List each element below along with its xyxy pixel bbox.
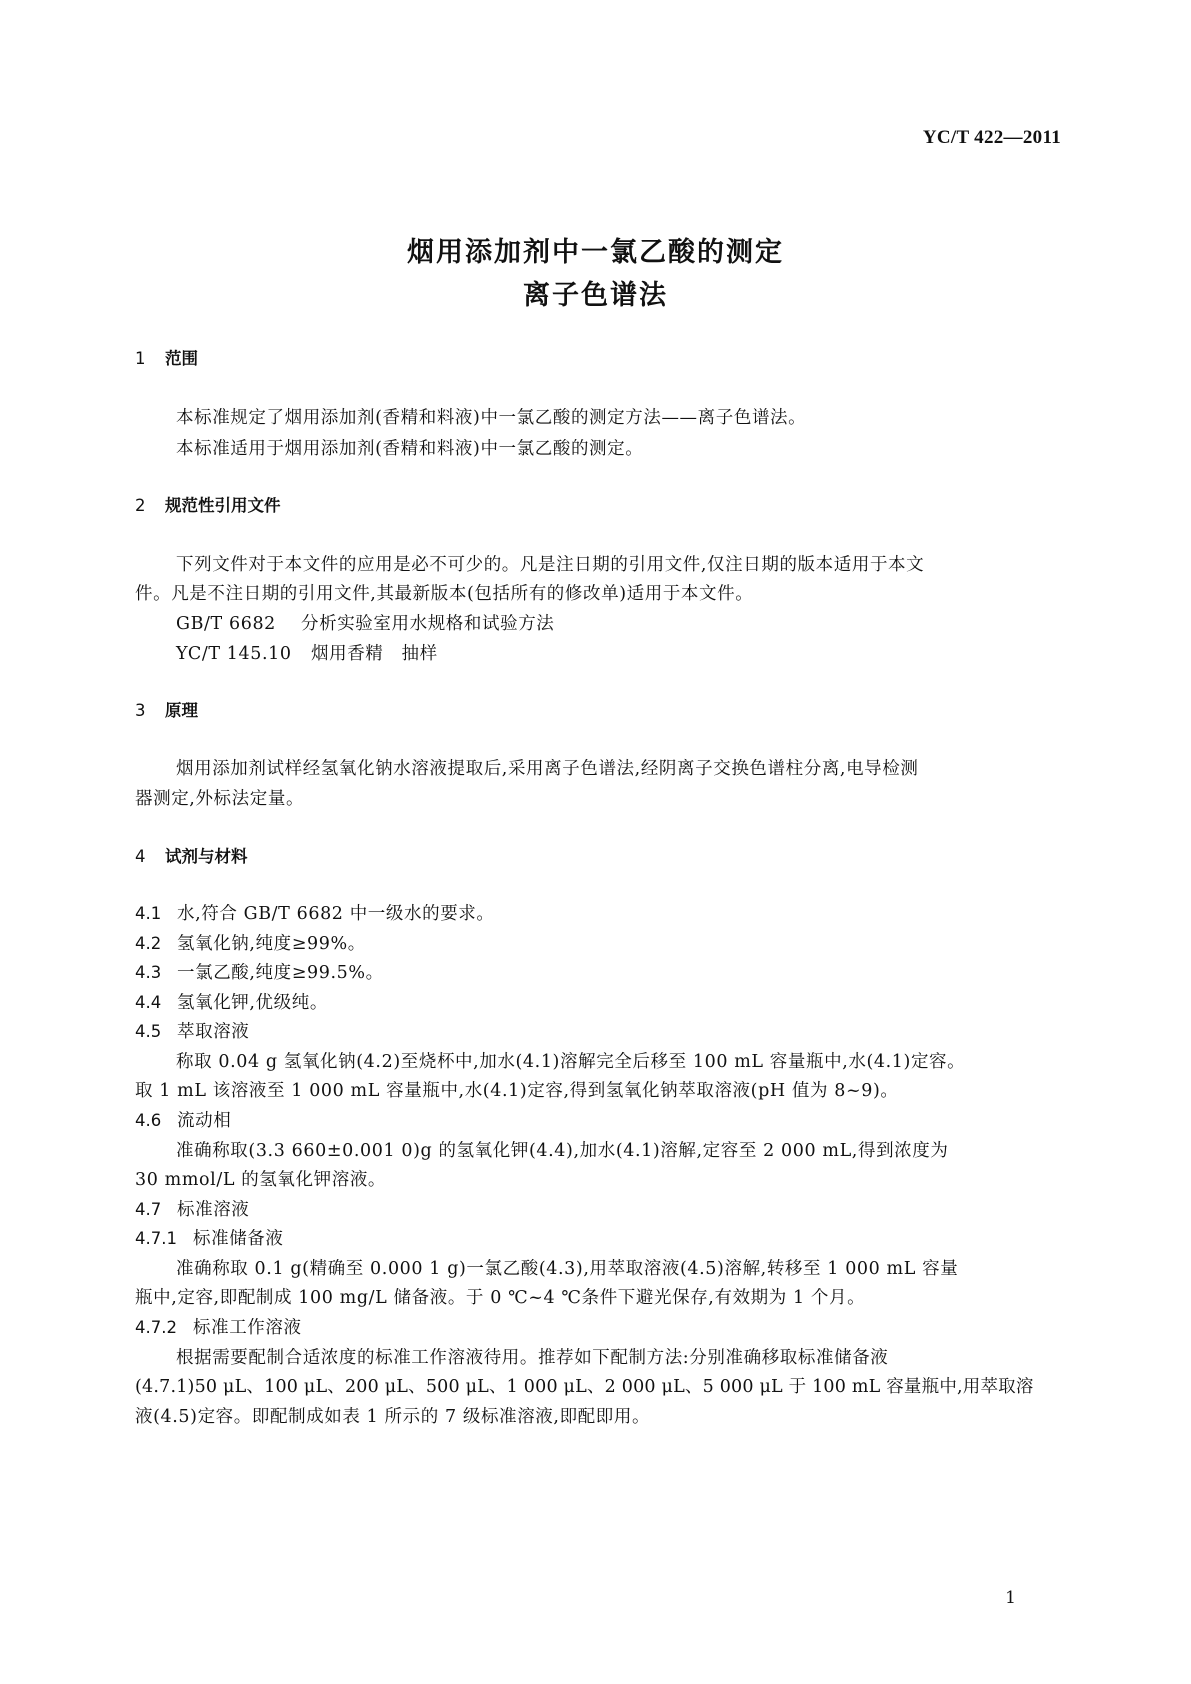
clause-4-3 (135, 959, 384, 984)
paragraph: 器测定,外标法定量。 (135, 789, 305, 809)
clause-text: 水,符合 GB/T 6682 中一级水的要求。 (177, 904, 495, 924)
clause-number: 4.3 (135, 963, 162, 982)
paragraph: 根据需要配制合适浓度的标准工作溶液待用。推荐如下配制方法:分别准确移取标准储备液 (176, 1348, 889, 1368)
clause-number: 4.2 (135, 934, 162, 953)
clause-text: 氢氧化钾,优级纯。 (177, 993, 328, 1013)
reference-code: GB/T 6682 (176, 614, 276, 634)
paragraph: 准确称取(3.3 660±0.001 0)g 的氢氧化钾(4.4),加水(4.1)溶解,定容至 2 000 mL,得到浓度为 (176, 1141, 949, 1161)
paragraph: 本标准规定了烟用添加剂(香精和料液)中一氯乙酸的测定方法——离子色谱法。 (176, 408, 807, 428)
paragraph: 液(4.5)定容。即配制成如表 1 所示的 7 级标准溶液,即配即用。 (135, 1407, 651, 1427)
paragraph: 准确称取 0.1 g(精确至 0.000 1 g)一氯乙酸(4.3),用萃取溶液(4.5)溶解,转移至 1 000 mL 容量 (176, 1259, 959, 1279)
document-subtitle: 离子色谱法 (523, 280, 668, 311)
clause-4-7 (135, 1196, 249, 1221)
clause-number: 4.4 (135, 993, 162, 1012)
paragraph: (4.7.1)50 μL、100 μL、200 μL、500 μL、1 000 μL、2 000 μL、5 000 μL 于 100 mL 容量瓶中,用萃取溶 (135, 1377, 1034, 1397)
clause-text: 标准溶液 (177, 1200, 250, 1220)
clause-text: 标准储备液 (193, 1229, 284, 1249)
clause-4-4 (135, 989, 328, 1014)
clause-4-6 (135, 1107, 231, 1132)
paragraph: 取 1 mL 该溶液至 1 000 mL 容量瓶中,水(4.1)定容,得到氢氧化钠萃取溶液(pH 值为 8~9)。 (135, 1081, 899, 1101)
section-1-heading (135, 345, 198, 369)
clause-4-1 (135, 900, 495, 925)
paragraph: 称取 0.04 g 氢氧化钠(4.2)至烧杯中,加水(4.1)溶解完全后移至 100 mL 容量瓶中,水(4.1)定容。 (176, 1052, 966, 1072)
section-number: 2 (135, 496, 146, 515)
clause-4-7-2 (135, 1314, 302, 1339)
reference-title: 烟用香精 抽样 (311, 644, 438, 664)
section-title: 规范性引用文件 (165, 496, 281, 515)
clause-4-5 (135, 1018, 249, 1043)
paragraph: 本标准适用于烟用添加剂(香精和料液)中一氯乙酸的测定。 (176, 439, 644, 459)
reference-code: YC/T 145.10 (176, 644, 292, 664)
clause-text: 一氯乙酸,纯度≥99.5%。 (177, 963, 384, 983)
section-number: 1 (135, 349, 146, 368)
section-2-heading (135, 492, 281, 516)
clause-text: 流动相 (177, 1111, 232, 1131)
standard-code: YC/T 422—2011 (922, 127, 1061, 148)
paragraph: 烟用添加剂试样经氢氧化钠水溶液提取后,采用离子色谱法,经阴离子交换色谱柱分离,电导检测 (176, 759, 919, 779)
paragraph: 瓶中,定容,即配制成 100 mg/L 储备液。于 0 ℃~4 ℃条件下避光保存,有效期为 1 个月。 (135, 1288, 866, 1308)
clause-number: 4.7.2 (135, 1318, 177, 1337)
section-title: 试剂与材料 (165, 847, 248, 866)
reference-title: 分析实验室用水规格和试验方法 (301, 614, 555, 634)
clause-number: 4.7.1 (135, 1229, 177, 1248)
paragraph: 件。凡是不注日期的引用文件,其最新版本(包括所有的修改单)适用于本文件。 (135, 584, 754, 604)
section-4-heading (135, 843, 248, 867)
clause-text: 标准工作溶液 (193, 1318, 302, 1338)
section-title: 原理 (165, 701, 198, 720)
section-number: 3 (135, 701, 146, 720)
paragraph: 下列文件对于本文件的应用是必不可少的。凡是注日期的引用文件,仅注日期的版本适用于本文 (176, 555, 925, 575)
clause-text: 氢氧化钠,纯度≥99%。 (177, 934, 366, 954)
section-number: 4 (135, 847, 146, 866)
normative-reference (176, 610, 554, 635)
clause-number: 4.7 (135, 1200, 162, 1219)
paragraph: 30 mmol/L 的氢氧化钾溶液。 (135, 1170, 387, 1190)
clause-number: 4.1 (135, 904, 162, 923)
section-3-heading (135, 697, 198, 721)
clause-number: 4.6 (135, 1111, 162, 1130)
clause-text: 萃取溶液 (177, 1022, 250, 1042)
normative-reference (176, 640, 438, 665)
section-title: 范围 (165, 349, 198, 368)
clause-4-2 (135, 930, 366, 955)
clause-4-7-1 (135, 1225, 284, 1250)
clause-number: 4.5 (135, 1022, 162, 1041)
document-title: 烟用添加剂中一氯乙酸的测定 (407, 237, 784, 268)
page-number: 1 (1005, 1588, 1016, 1608)
